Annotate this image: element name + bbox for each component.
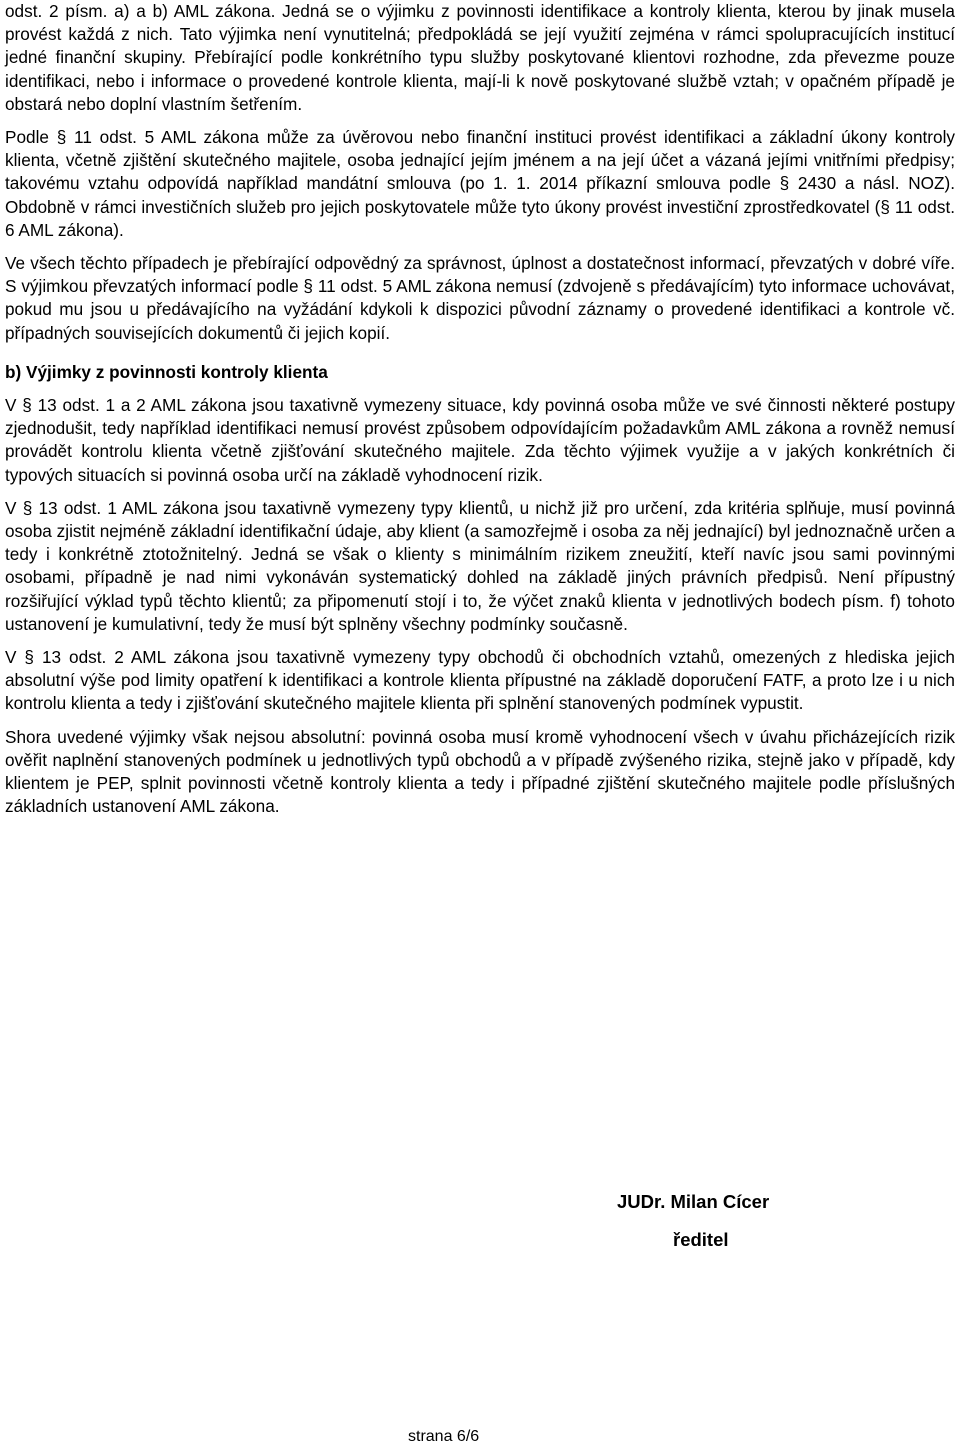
signatory-role: ředitel [673, 1229, 729, 1250]
paragraph-exempt-transactions: V § 13 odst. 2 AML zákona jsou taxativně vymezeny typy obchodů či obchodních vztahů, omezených z hlediska jejich absolutní výše pod limity opatření k identifikaci a kontrole klienta přípustné na základě doporučení FATF, a proto lze i u nich kontrolu klienta a tedy i zjišťování skutečného majitele klienta při splnění stanovených podmínek vypustit. [5, 647, 955, 714]
signature-block [617, 1190, 769, 1252]
signatory-name: JUDr. Milan Cícer [617, 1191, 770, 1212]
page-number: strana 6/6 [408, 1428, 480, 1445]
paragraph-agent-identification: Podle § 11 odst. 5 AML zákona může za úvěrovou nebo finanční instituci provést identifikaci a základní úkony kontroly klienta, včetně zjištění skutečného majitele, osoba jednající jejím jménem a na její účet a vázaná jejími vnitřními předpisy; takovému vztahu odpovídá například mandátní smlouva (po 1. 1. 2014 příkazní smlouva podle § 2430 a násl. NOZ). Obdobně v rámci investičních služeb pro jejich poskytovatele může tyto úkony provést investiční zprostředkovatel (§ 11 odst. 6 AML zákona). [5, 127, 955, 240]
paragraph-exemptions-intro: V § 13 odst. 1 a 2 AML zákona jsou taxativně vymezeny situace, kdy povinná osoba může ve své činnosti některé postupy zjednodušit, tedy například identifikaci nemusí provést způsobem odpovídajícím požadavkům AML zákona a rovněž nemusí provádět kontrolu klienta včetně zjišťování skutečného majitele. Zda těchto výjimek využije a v jakých konkrétních či typových situacích si povinná osoba určí na základě vyhodnocení rizik. [5, 395, 955, 485]
paragraph-responsibility: Ve všech těchto případech je přebírající odpovědný za správnost, úplnost a dostatečnost informací, převzatých v dobré víře. S výjimkou převzatých informací podle § 11 odst. 5 AML zákona nemusí (zdvojeně s předávajícím) tyto informace uchovávat, pokud mu jsou u předávajícího na vyžádání kdykoli k dispozici původní záznamy o provedené identifikaci a kontrole vč. případných souvisejících dokumentů či jejich kopií. [5, 253, 955, 343]
paragraph-limits: Shora uvedené výjimky však nejsou absolutní: povinná osoba musí kromě vyhodnocení všech v úvahu přicházejících rizik ověřit naplnění stanovených podmínek u jednotlivých typů obchodů a v případě zvýšeného rizika, stejně jako v případě, kdy klientem je PEP, splnit povinnosti včetně kontroly klienta a tedy i případné zjištění skutečného majitele podle příslušných základních ustanovení AML zákona. [5, 726, 955, 817]
section-heading: b) Výjimky z povinnosti kontroly klienta [5, 361, 328, 382]
document-page [5, 0, 955, 819]
paragraph-continuation: odst. 2 písm. a) a b) AML zákona. Jedná se o výjimku z povinnosti identifikace a kontroly klienta, kterou by jinak musela provést každá z nich. Tato výjimka není vynutitelná; předpokládá se její využití zejména v rámci spolupracujících institucí jedné finanční skupiny. Přebírající podle konkrétního typu služby poskytované klientovi rozhodne, zda převezme pouze identifikaci, nebo i informace o provedené kontrole klienta, mají-li k nově poskytované službě vztah; v opačném případě je obstará nebo doplní vlastním šetřením. [5, 1, 955, 114]
paragraph-exempt-clients: V § 13 odst. 1 AML zákona jsou taxativně vymezeny typy klientů, u nichž již pro určení, zda kritéria splňuje, musí povinná osoba zjistit nejméně základní identifikační údaje, aby klient (a samozřejmě i osoba za něj jednající) byl jednoznačně určen a tedy i konkrétně ztotožnitelný. Jedná se však o klienty s minimálním rizikem zneužití, kteří navíc jsou sami povinnými osobami, případně je nad nimi vykonáván systematický dohled na základě jiných právních předpisů. Není přípustný rozšiřující výklad typů těchto klientů; za připomenutí stojí i to, že výčet znaků klienta v jednotlivých bodech písm. f) tohoto ustanovení je kumulativní, tedy že musí být splněny všechny podmínky současně. [5, 497, 955, 634]
